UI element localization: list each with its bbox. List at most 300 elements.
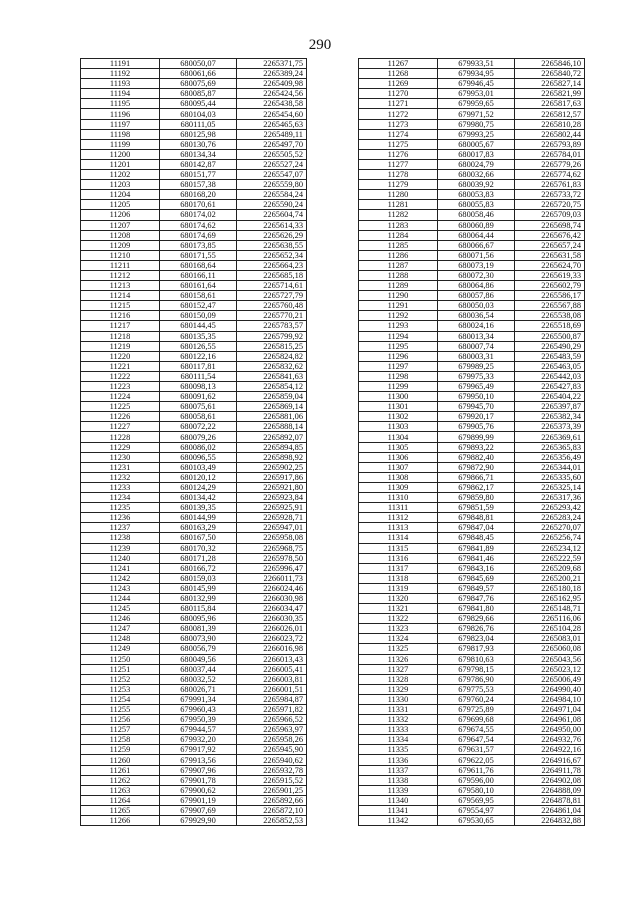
coord-y: 2265497,70 [237,139,307,149]
point-number: 11307 [359,462,438,472]
table-row [359,805,585,815]
table-row [359,563,585,573]
coord-y: 2266016,98 [237,644,307,654]
coord-x: 680085,87 [160,89,237,99]
point-number: 11309 [359,482,438,492]
coord-y: 2265817,63 [515,99,585,109]
point-number: 11249 [81,644,160,654]
table-row [359,634,585,644]
coord-y: 2265180,18 [515,583,585,593]
coord-y: 2266030,98 [237,593,307,603]
point-number: 11292 [359,311,438,321]
coord-y: 2265676,42 [515,230,585,240]
point-number: 11243 [81,583,160,593]
coord-y: 2264911,78 [515,765,585,775]
point-number: 11333 [359,725,438,735]
point-number: 11329 [359,684,438,694]
coord-x: 679907,69 [160,805,237,815]
coord-y: 2265404,22 [515,392,585,402]
point-number: 11237 [81,523,160,533]
point-number: 11289 [359,281,438,291]
coord-y: 2265720,75 [515,200,585,210]
point-number: 11257 [81,725,160,735]
coord-x: 680152,47 [160,301,237,311]
point-number: 11318 [359,573,438,583]
table-row [359,573,585,583]
coord-x: 679900,62 [160,785,237,795]
coord-y: 2265234,12 [515,543,585,553]
point-number: 11253 [81,684,160,694]
coord-y: 2265382,34 [515,412,585,422]
coord-x: 680066,67 [438,240,515,250]
coord-x: 680130,76 [160,139,237,149]
point-number: 11342 [359,816,438,826]
coord-x: 679829,66 [438,614,515,624]
point-number: 11265 [81,805,160,815]
point-number: 11224 [81,392,160,402]
coord-y: 2265657,24 [515,240,585,250]
table-row [359,69,585,79]
point-number: 11264 [81,795,160,805]
point-number: 11238 [81,533,160,543]
coord-x: 680055,83 [438,200,515,210]
point-number: 11236 [81,513,160,523]
point-number: 11216 [81,311,160,321]
coord-y: 2265518,69 [515,321,585,331]
table-row [359,715,585,725]
point-number: 11227 [81,422,160,432]
table-row [359,482,585,492]
coord-x: 680144,99 [160,513,237,523]
coord-y: 2265424,56 [237,89,307,99]
point-number: 11212 [81,270,160,280]
point-number: 11246 [81,614,160,624]
table-row [81,543,307,553]
point-number: 11191 [81,59,160,69]
coord-y: 2264950,00 [515,725,585,735]
point-number: 11230 [81,452,160,462]
coord-y: 2265547,07 [237,170,307,180]
table-row [359,705,585,715]
coord-y: 2264984,10 [515,694,585,704]
coord-x: 680124,29 [160,482,237,492]
table-row [81,634,307,644]
table-row [81,331,307,341]
point-number: 11306 [359,452,438,462]
point-number: 11201 [81,159,160,169]
coord-x: 679847,76 [438,593,515,603]
coord-x: 679848,45 [438,533,515,543]
coord-y: 2264922,16 [515,745,585,755]
table-row [81,785,307,795]
table-row [81,563,307,573]
table-row [81,210,307,220]
coord-y: 2265698,74 [515,220,585,230]
coord-x: 680159,03 [160,573,237,583]
point-number: 11287 [359,260,438,270]
point-number: 11244 [81,593,160,603]
table-row [81,664,307,674]
coord-y: 2265463,05 [515,361,585,371]
table-row [359,180,585,190]
point-number: 11308 [359,472,438,482]
table-row [359,604,585,614]
table-row [359,311,585,321]
point-number: 11229 [81,442,160,452]
coord-y: 2265968,75 [237,543,307,553]
coordinates-table-right [358,58,585,826]
coord-y: 2265963,97 [237,725,307,735]
coord-x: 680037,44 [160,664,237,674]
table-row [81,190,307,200]
table-row [81,281,307,291]
coord-y: 2265774,62 [515,170,585,180]
point-number: 11331 [359,705,438,715]
point-number: 11251 [81,664,160,674]
coord-y: 2264916,67 [515,755,585,765]
coord-y: 2264878,81 [515,795,585,805]
coord-y: 2265779,26 [515,159,585,169]
coord-x: 680058,61 [160,412,237,422]
table-row [81,230,307,240]
coord-x: 680104,03 [160,109,237,119]
table-row [81,654,307,664]
table-row [81,745,307,755]
point-number: 11335 [359,745,438,755]
table-row [359,684,585,694]
coord-x: 680157,38 [160,180,237,190]
table-row [359,210,585,220]
table-row [359,89,585,99]
point-number: 11325 [359,644,438,654]
table-row [81,79,307,89]
table-row [81,59,307,69]
coord-y: 2265770,21 [237,311,307,321]
point-number: 11255 [81,705,160,715]
coord-x: 680139,35 [160,503,237,513]
table-row [81,180,307,190]
table-row [81,715,307,725]
coord-y: 2265638,55 [237,240,307,250]
coord-y: 2265840,72 [515,69,585,79]
point-number: 11207 [81,220,160,230]
coord-x: 680095,96 [160,614,237,624]
coord-x: 679991,34 [160,694,237,704]
coord-x: 679899,99 [438,432,515,442]
coord-y: 2265793,89 [515,139,585,149]
table-row [359,422,585,432]
table-row [81,694,307,704]
table-row [81,99,307,109]
point-number: 11322 [359,614,438,624]
table-row [359,583,585,593]
point-number: 11328 [359,674,438,684]
coord-y: 2265827,14 [515,79,585,89]
point-number: 11337 [359,765,438,775]
point-number: 11193 [81,79,160,89]
coord-y: 2265841,63 [237,371,307,381]
coord-x: 679786,90 [438,674,515,684]
coord-x: 680134,42 [160,493,237,503]
table-row [81,482,307,492]
coord-y: 2265996,47 [237,563,307,573]
point-number: 11316 [359,553,438,563]
point-number: 11282 [359,210,438,220]
point-number: 11194 [81,89,160,99]
coord-y: 2265928,71 [237,513,307,523]
coord-x: 679953,01 [438,89,515,99]
coord-y: 2266034,47 [237,604,307,614]
table-row [359,755,585,765]
coord-y: 2265915,52 [237,775,307,785]
point-number: 11274 [359,129,438,139]
coord-y: 2265894,85 [237,442,307,452]
coord-x: 680061,66 [160,69,237,79]
point-number: 11252 [81,674,160,684]
point-number: 11323 [359,624,438,634]
table-row [81,644,307,654]
coord-x: 680058,46 [438,210,515,220]
coord-y: 2265958,08 [237,533,307,543]
coord-x: 680086,02 [160,442,237,452]
point-number: 11297 [359,361,438,371]
coord-y: 2265409,98 [237,79,307,89]
table-row [359,664,585,674]
coord-y: 2265344,01 [515,462,585,472]
table-row [81,422,307,432]
coord-x: 679971,52 [438,109,515,119]
coord-x: 680075,61 [160,402,237,412]
coord-x: 680166,72 [160,563,237,573]
coord-x: 679580,10 [438,785,515,795]
coord-y: 2265619,33 [515,270,585,280]
coord-y: 2265733,72 [515,190,585,200]
point-number: 11205 [81,200,160,210]
coord-y: 2265624,70 [515,260,585,270]
point-number: 11293 [359,321,438,331]
table-row [81,705,307,715]
coord-y: 2266030,35 [237,614,307,624]
point-number: 11203 [81,180,160,190]
coord-y: 2265116,06 [515,614,585,624]
coord-x: 680134,34 [160,149,237,159]
coord-x: 679917,92 [160,745,237,755]
coord-y: 2265148,71 [515,604,585,614]
coord-x: 679872,90 [438,462,515,472]
coord-x: 679725,89 [438,705,515,715]
point-number: 11312 [359,513,438,523]
coord-y: 2265902,25 [237,462,307,472]
coord-y: 2265489,11 [237,129,307,139]
point-number: 11202 [81,170,160,180]
table-row [359,109,585,119]
coord-y: 2265652,34 [237,250,307,260]
coord-x: 679843,16 [438,563,515,573]
table-row [359,291,585,301]
coord-x: 679622,05 [438,755,515,765]
coord-y: 2265500,87 [515,331,585,341]
coord-x: 679975,33 [438,371,515,381]
table-row [81,583,307,593]
point-number: 11283 [359,220,438,230]
point-number: 11301 [359,402,438,412]
table-row [359,493,585,503]
point-number: 11231 [81,462,160,472]
coord-x: 680098,13 [160,382,237,392]
coord-y: 2265824,82 [237,351,307,361]
coord-y: 2265356,49 [515,452,585,462]
coord-x: 680117,81 [160,361,237,371]
table-row [359,159,585,169]
point-number: 11198 [81,129,160,139]
coord-x: 679882,40 [438,452,515,462]
table-row [359,432,585,442]
point-number: 11234 [81,493,160,503]
point-number: 11315 [359,543,438,553]
table-row [81,382,307,392]
coord-x: 680024,79 [438,159,515,169]
coord-x: 680013,34 [438,331,515,341]
coord-y: 2264861,04 [515,805,585,815]
table-row [81,270,307,280]
coord-y: 2266023,72 [237,634,307,644]
coord-x: 679798,15 [438,664,515,674]
table-row [359,523,585,533]
coord-y: 2265614,33 [237,220,307,230]
coord-x: 680072,22 [160,422,237,432]
table-row [359,250,585,260]
point-number: 11242 [81,573,160,583]
point-number: 11214 [81,291,160,301]
point-number: 11339 [359,785,438,795]
point-number: 11199 [81,139,160,149]
coord-x: 679841,46 [438,553,515,563]
table-row [81,442,307,452]
coord-x: 680170,61 [160,200,237,210]
point-number: 11241 [81,563,160,573]
coord-y: 2266003,81 [237,674,307,684]
coord-x: 679946,45 [438,79,515,89]
coord-x: 679929,90 [160,816,237,826]
point-number: 11327 [359,664,438,674]
point-number: 11291 [359,301,438,311]
coord-y: 2265006,49 [515,674,585,684]
table-row [81,432,307,442]
table-row [359,543,585,553]
coord-y: 2264971,04 [515,705,585,715]
table-row [81,240,307,250]
coord-y: 2265369,61 [515,432,585,442]
point-number: 11232 [81,472,160,482]
table-row [81,735,307,745]
coord-x: 680171,28 [160,553,237,563]
point-number: 11273 [359,119,438,129]
table-row [81,553,307,563]
point-number: 11209 [81,240,160,250]
coord-y: 2265060,08 [515,644,585,654]
point-number: 11259 [81,745,160,755]
coord-y: 2265727,79 [237,291,307,301]
point-number: 11280 [359,190,438,200]
point-number: 11254 [81,694,160,704]
table-row [81,89,307,99]
coord-y: 2265465,63 [237,119,307,129]
coord-x: 679920,17 [438,412,515,422]
coord-y: 2265892,66 [237,795,307,805]
coord-x: 680168,20 [160,190,237,200]
table-row [81,775,307,785]
table-row [359,402,585,412]
coord-y: 2265397,87 [515,402,585,412]
table-row [359,775,585,785]
coord-y: 2265389,24 [237,69,307,79]
coord-x: 680167,50 [160,533,237,543]
table-row [81,765,307,775]
coord-x: 679866,71 [438,472,515,482]
coord-y: 2265714,61 [237,281,307,291]
table-row [359,149,585,159]
table-row [359,200,585,210]
point-number: 11298 [359,371,438,381]
table-row [81,452,307,462]
table-row [359,472,585,482]
point-number: 11210 [81,250,160,260]
coord-x: 680126,55 [160,341,237,351]
coord-y: 2266001,51 [237,684,307,694]
point-number: 11268 [359,69,438,79]
coord-y: 2265454,60 [237,109,307,119]
point-number: 11336 [359,755,438,765]
coord-x: 680007,74 [438,341,515,351]
coord-x: 679980,75 [438,119,515,129]
coord-y: 2266013,43 [237,654,307,664]
coord-x: 679944,57 [160,725,237,735]
point-number: 11281 [359,200,438,210]
point-number: 11288 [359,270,438,280]
coord-x: 679810,63 [438,654,515,664]
table-row [81,493,307,503]
coord-x: 680168,64 [160,260,237,270]
table-row [359,412,585,422]
point-number: 11305 [359,442,438,452]
coord-y: 2265971,82 [237,705,307,715]
coord-x: 680073,19 [438,260,515,270]
point-number: 11276 [359,149,438,159]
coord-x: 680125,98 [160,129,237,139]
coord-x: 679933,51 [438,59,515,69]
coord-x: 680064,44 [438,230,515,240]
table-row [81,593,307,603]
coord-x: 680132,99 [160,593,237,603]
coord-y: 2265256,74 [515,533,585,543]
coord-y: 2265958,26 [237,735,307,745]
coord-x: 679959,65 [438,99,515,109]
table-row [359,119,585,129]
point-number: 11248 [81,634,160,644]
coord-x: 679611,76 [438,765,515,775]
coord-x: 680144,45 [160,321,237,331]
coord-x: 679841,80 [438,604,515,614]
coord-x: 680003,31 [438,351,515,361]
coord-y: 2265815,25 [237,341,307,351]
table-row [359,392,585,402]
table-row [359,644,585,654]
table-row [359,452,585,462]
coord-y: 2265270,07 [515,523,585,533]
table-row [359,230,585,240]
coord-y: 2265283,24 [515,513,585,523]
table-row [81,684,307,694]
